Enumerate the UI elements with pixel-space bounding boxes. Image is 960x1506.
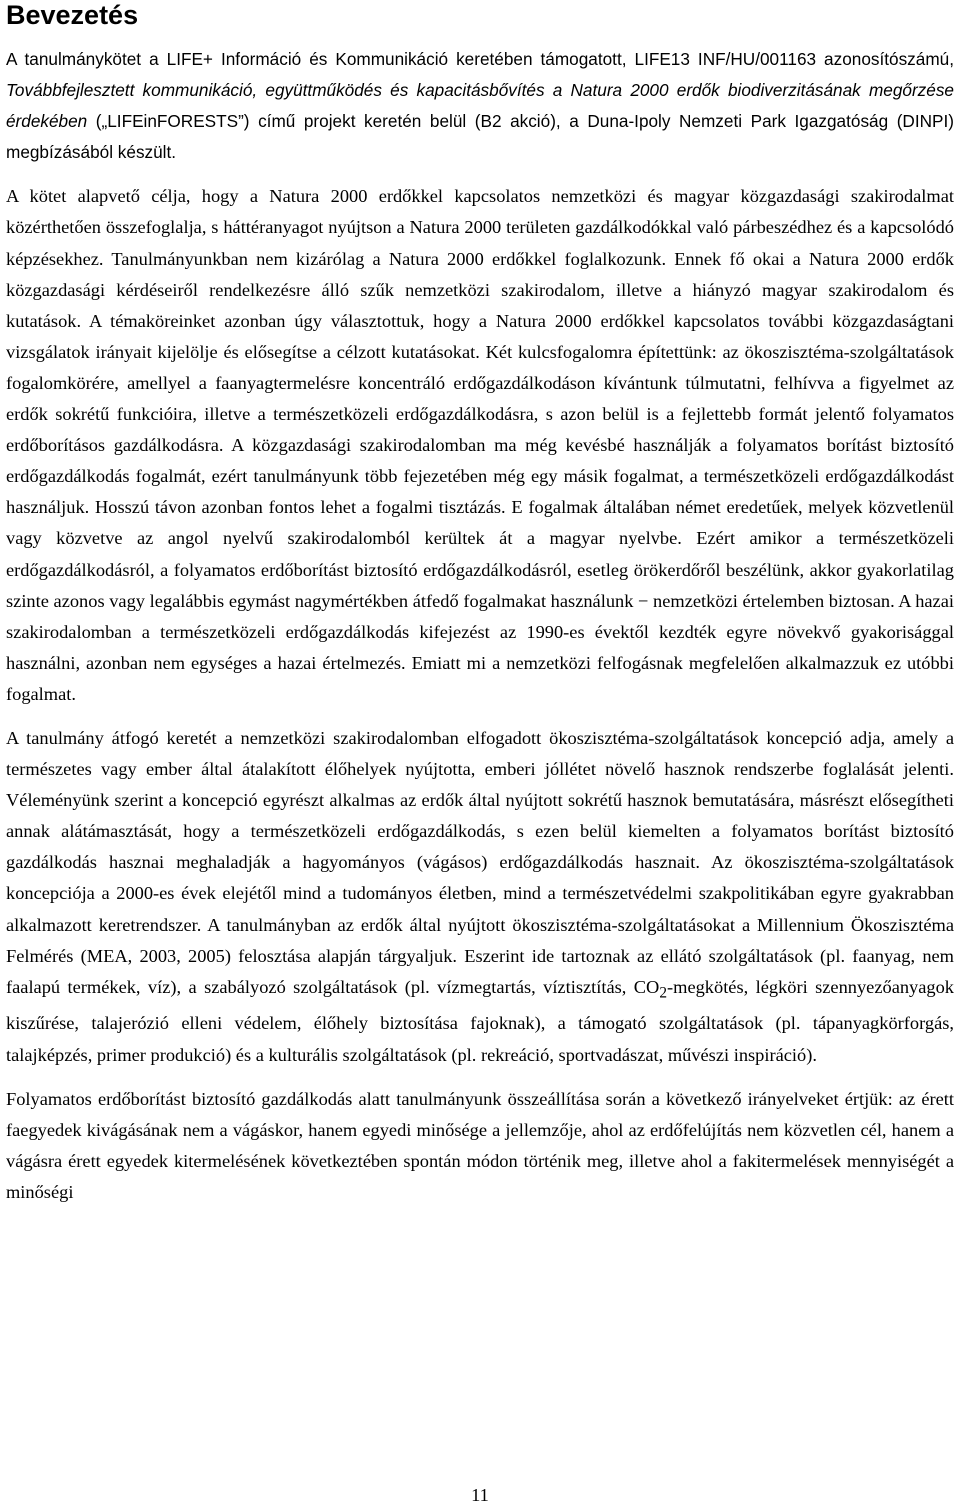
- intro-text-2: („LIFEinFORESTS”) című projekt keretén belül (B2 akció), a Duna-Ipoly Nemzeti Park Igazgatóság (DINPI) megbízásából készült.: [6, 111, 954, 163]
- paragraph-3: Folyamatos erdőborítást biztosító gazdálkodás alatt tanulmányunk összeállítása során a következő irányelveket értjük: az érett faegyedek kivágásának nem a vágáskor, hanem egyedi minősége a jellemzője, ahol az erdőfelújítás nem közvetlen cél, hanem a vágásra érett egyedek kitermelésének következtében spontán módon történik meg, illetve ahol a fakitermelések mennyiségét a minőségi: [6, 1088, 954, 1202]
- co2-subscript: 2: [659, 984, 668, 1002]
- paragraph-2: [6, 723, 954, 1071]
- intro-paragraph: [6, 44, 954, 168]
- section-heading: Bevezetés: [6, 0, 139, 30]
- intro-text-1: A tanulmánykötet a LIFE+ Információ és Kommunikáció keretében támogatott, LIFE13 INF/HU/001163 azonosítószámú,: [6, 49, 954, 69]
- paragraph-1: A kötet alapvető célja, hogy a Natura 2000 erdőkkel kapcsolatos nemzetközi és magyar közgazdasági szakirodalmat közérthetően összefoglalja, s háttéranyagot nyújtson a Natura 2000 területen gazdálkodókkal való párbeszédhez és a kapcsolódó képzésekhez. Tanulmányunkban nem kizárólag a Natura 2000 erdőkkel foglalkozunk. Ennek fő okai a Natura 2000 erdők közgazdasági kérdéseiről rendelkezésre álló szűk nemzetközi szakirodalom, illetve a hiányzó magyar szakirodalom és kutatások. A témaköreinket azonban úgy választottuk, hogy a Natura 2000 erdőkkel kapcsolatos további közgazdaságtani vizsgálatok irányait kijelölje és elősegítse a célzott kutatásokat. Két kulcsfogalomra építettünk: az ökoszisztéma-szolgáltatások fogalomkörére, amellyel a faanyagtermelésre koncentráló erdőgazdálkodáson kívántunk túlmutatni, felhívva a figyelmet az erdők sokrétű funkcióira, illetve a természetközeli erdőgazdálkodásra, s azon belül is a fejlettebb formát jelentő folyamatos erdőborításos gazdálkodásra. A közgazdasági szakirodalomban ma még kevésbé használják a folyamatos borítást biztosító erdőgazdálkodás fogalmát, ezért tanulmányunk több fejezetében még egy másik fogalmat, a természetközeli erdőgazdálkodást használjuk. Hosszú távon azonban fontos lehet a fogalmi tisztázás. E fogalmak általában német eredetűek, melyek közvetlenül vagy közvetve az angol nyelvű szakirodalomból kerültek át a magyar nyelvbe. Ezért amikor a természetközeli erdőgazdálkodásról, a folyamatos erdőborítást biztosító erdőgazdálkodásról, esetleg örökerdőről beszélünk, akkor gyakorlatilag szinte azonos vagy legalábbis egymást nagymértékben átfedő fogalmakat használunk − nemzetközi értelemben biztosan. A hazai szakirodalomban a természetközeli erdőgazdálkodás kifejezést az 1990-es évektől kezdték egyre növekvő gyakorisággal használni, azonban nem egységes a hazai értelmezés. Emiatt mi a nemzetközi felfogásnak megfelelően alkalmazzuk ez utóbbi fogalmat.: [6, 186, 954, 704]
- project-title-italic: Továbbfejlesztett kommunikáció, együttműködés és kapacitásbővítés a Natura 2000 erdők biodiverzitásának megőrzése érdekében: [6, 80, 954, 132]
- paragraph-2-text-a: A tanulmány átfogó keretét a nemzetközi szakirodalomban elfogadott ökoszisztéma-szolgáltatások koncepció adja, amely a természetes vagy ember által átalakított élőhelyek nyújtotta, emberi jóllétet növelő hasznok rendszerbe foglalását jelenti. Véleményünk szerint a koncepció egyrészt alkalmas az erdők által nyújtott sokrétű hasznok bemutatására, másrészt elősegítheti annak alátámasztását, hogy a természetközeli erdőgazdálkodás, s ezen belül kiemelten a folyamatos borítást biztosító gazdálkodás hasznai meghaladják a hagyományos (vágásos) erdőgazdálkodás hasznait. Az ökoszisztéma-szolgáltatások koncepciója a 2000-es évek elejétől mind a tudományos életben, mind a természetvédelmi szakpolitikában egyre gyakrabban alkalmazott keretrendszer. A tanulmányban az erdők által nyújtott ökoszisztéma-szolgáltatásokat a Millennium Ökoszisztéma Felmérés (MEA, 2003, 2005) felosztása alapján tárgyaljuk. Eszerint ide tartoznak az ellátó szolgáltatások (pl. faanyag, nem faalapú termékek, víz), a szabályozó szolgáltatások (pl. vízmegtartás, víztisztítás, CO: [6, 727, 954, 997]
- page-number: 11: [471, 1485, 489, 1505]
- paragraph-2-text-b: -megkötés, légköri szennyezőanyagok kiszűrése, talajerózió elleni védelem, élőhely biztosítása fajoknak), a támogató szolgáltatások (pl. tápanyagkörforgás, talajképzés, primer produkció) és a kulturális szolgáltatások (pl. rekreáció, sportvadászat, művészi inspiráció).: [6, 976, 954, 1065]
